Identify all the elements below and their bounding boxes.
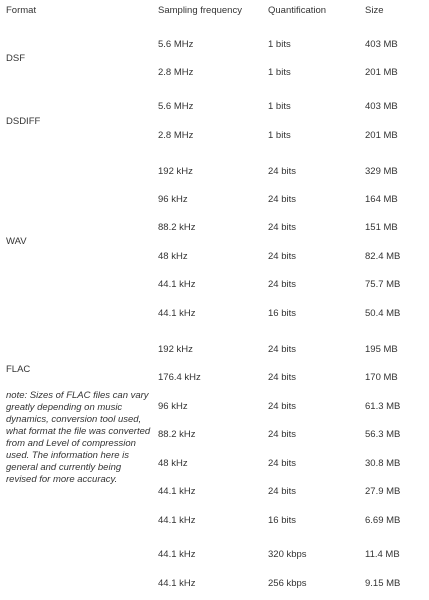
cell-quantification: 24 bits [268, 401, 296, 412]
cell-size: 56.3 MB [365, 429, 401, 440]
header-size: Size [365, 5, 384, 16]
cell-size: 50.4 MB [365, 308, 401, 319]
cell-frequency: 2.8 MHz [158, 67, 194, 78]
format-wav: WAV [6, 236, 27, 247]
cell-quantification: 24 bits [268, 458, 296, 469]
cell-size: 403 MB [365, 39, 398, 50]
cell-quantification: 24 bits [268, 194, 296, 205]
cell-quantification: 24 bits [268, 279, 296, 290]
cell-quantification: 320 kbps [268, 549, 307, 560]
cell-size: 75.7 MB [365, 279, 401, 290]
format-dsdiff: DSDIFF [6, 116, 41, 127]
cell-size: 201 MB [365, 67, 398, 78]
cell-quantification: 24 bits [268, 486, 296, 497]
cell-size: 403 MB [365, 101, 398, 112]
cell-frequency: 96 kHz [158, 401, 188, 412]
cell-size: 195 MB [365, 344, 398, 355]
format-dsf: DSF [6, 53, 25, 64]
cell-frequency: 44.1 kHz [158, 515, 196, 526]
cell-quantification: 1 bits [268, 39, 291, 50]
cell-frequency: 44.1 kHz [158, 279, 196, 290]
cell-quantification: 24 bits [268, 372, 296, 383]
cell-size: 61.3 MB [365, 401, 401, 412]
cell-size: 6.69 MB [365, 515, 401, 526]
cell-frequency: 88.2 kHz [158, 222, 196, 233]
cell-quantification: 1 bits [268, 101, 291, 112]
cell-frequency: 5.6 MHz [158, 39, 194, 50]
cell-frequency: 44.1 kHz [158, 578, 196, 589]
cell-quantification: 24 bits [268, 166, 296, 177]
cell-size: 9.15 MB [365, 578, 401, 589]
cell-frequency: 48 kHz [158, 251, 188, 262]
cell-quantification: 1 bits [268, 130, 291, 141]
cell-quantification: 1 bits [268, 67, 291, 78]
cell-size: 201 MB [365, 130, 398, 141]
cell-size: 11.4 MB [365, 549, 400, 560]
cell-size: 27.9 MB [365, 486, 401, 497]
cell-frequency: 176.4 kHz [158, 372, 201, 383]
cell-frequency: 44.1 kHz [158, 308, 196, 319]
cell-quantification: 256 kbps [268, 578, 307, 589]
cell-quantification: 24 bits [268, 344, 296, 355]
cell-size: 164 MB [365, 194, 398, 205]
cell-size: 82.4 MB [365, 251, 401, 262]
format-flac: FLAC [6, 364, 31, 375]
cell-quantification: 16 bits [268, 308, 296, 319]
header-format: Format [6, 5, 37, 16]
header-quantification: Quantification [268, 5, 327, 16]
cell-quantification: 24 bits [268, 222, 296, 233]
cell-quantification: 24 bits [268, 251, 296, 262]
cell-frequency: 5.6 MHz [158, 101, 194, 112]
cell-size: 30.8 MB [365, 458, 401, 469]
header-sampling-frequency: Sampling frequency [158, 5, 242, 16]
cell-frequency: 44.1 kHz [158, 549, 196, 560]
flac-note: note: Sizes of FLAC files can vary greatly depending on music dynamics, conversion tool used, what format the file was converted from and Level of compression used. The information here is general and currently being revised for more accuracy. [6, 390, 151, 485]
cell-frequency: 44.1 kHz [158, 486, 196, 497]
cell-size: 329 MB [365, 166, 398, 177]
cell-frequency: 192 kHz [158, 344, 193, 355]
cell-size: 151 MB [365, 222, 398, 233]
cell-quantification: 24 bits [268, 429, 296, 440]
cell-frequency: 192 kHz [158, 166, 193, 177]
cell-frequency: 48 kHz [158, 458, 188, 469]
cell-quantification: 16 bits [268, 515, 296, 526]
cell-frequency: 96 kHz [158, 194, 188, 205]
cell-frequency: 2.8 MHz [158, 130, 194, 141]
cell-size: 170 MB [365, 372, 398, 383]
cell-frequency: 88.2 kHz [158, 429, 196, 440]
